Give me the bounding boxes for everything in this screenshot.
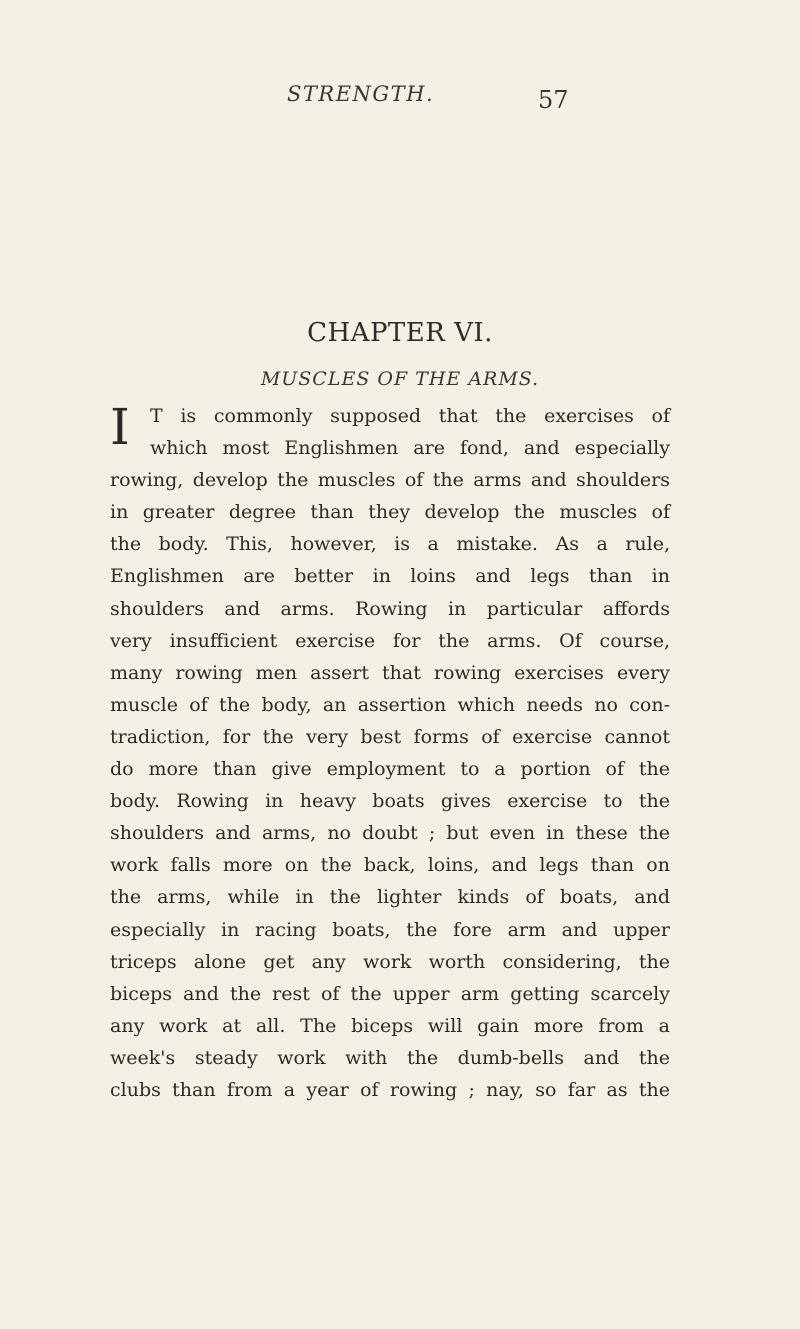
text-line: especially in racing boats, the fore arm and upper [110, 918, 670, 941]
text-line: many rowing men assert that rowing exercises every [110, 661, 670, 684]
chapter-heading: CHAPTER VI. [307, 318, 493, 348]
text-line: biceps and the rest of the upper arm getting scarcely [110, 982, 670, 1005]
page-number: 57 [538, 86, 569, 114]
text-line: very insufficient exercise for the arms. Of course, [110, 629, 670, 652]
text-line: triceps alone get any work worth considering, the [110, 950, 670, 973]
text-line: the body. This, however, is a mistake. As a rule, [110, 533, 670, 556]
text-line: muscle of the body, an assertion which needs no con- [110, 693, 670, 716]
text-line: shoulders and arms, no doubt ; but even in these the [110, 822, 670, 845]
text-line: any work at all. The biceps will gain more from a [110, 1014, 670, 1037]
text-line: work falls more on the back, loins, and legs than on [110, 854, 670, 877]
text-line: tradiction, for the very best forms of exercise cannot [110, 725, 670, 748]
text-line: rowing, develop the muscles of the arms and shoulders [110, 469, 670, 492]
text-line: week's steady work with the dumb-bells and the [110, 1046, 670, 1069]
running-title: STRENGTH. [287, 82, 435, 106]
running-head [0, 82, 800, 122]
text-line: shoulders and arms. Rowing in particular affords [110, 597, 670, 620]
chapter-subtitle: MUSCLES OF THE ARMS. [260, 368, 540, 390]
body-paragraph [110, 400, 670, 1106]
text-line: Englishmen are better in loins and legs than in [110, 565, 670, 588]
text-line: in greater degree than they develop the muscles of [110, 501, 670, 524]
text-line: body. Rowing in heavy boats gives exercise to the [110, 790, 670, 813]
text-line: which most Englishmen are fond, and especially [150, 437, 670, 460]
text-line: do more than give employment to a portion of the [110, 758, 670, 781]
text-line: clubs than from a year of rowing ; nay, so far as the [110, 1078, 670, 1101]
drop-cap: I [110, 398, 130, 456]
text-line: the arms, while in the lighter kinds of boats, and [110, 886, 670, 909]
text-line: T is commonly supposed that the exercises of [150, 405, 670, 427]
